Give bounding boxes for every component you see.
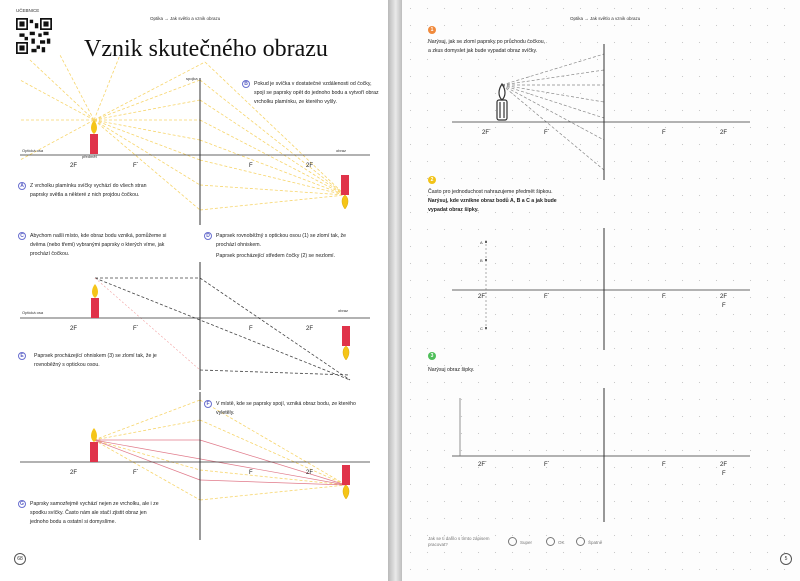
label-f1-3: F´ bbox=[133, 470, 139, 476]
lens-label-1: spojka bbox=[186, 76, 198, 81]
left-page bbox=[0, 0, 388, 581]
image-label-2: obraz bbox=[338, 308, 349, 313]
badge-g: G bbox=[18, 500, 26, 508]
ex2-label-fr2: F bbox=[722, 303, 726, 309]
feedback-opt3: Špatně bbox=[588, 540, 603, 545]
label-f-2: F bbox=[249, 326, 253, 332]
running-header: Optika → Jak světlo a vznik obrazu bbox=[150, 16, 221, 21]
text-block-c: Abychom našli místo, kde obraz bodu vzniká, pomůžeme si dvěma (nebo třemi) vybranými paprsky o kterých víme, jak prochází čočkou. bbox=[30, 233, 167, 257]
bullet-2: Paprsek procházející středem čočky (2) se nezlomí. bbox=[216, 252, 336, 259]
ex1-label-f1: F´ bbox=[544, 130, 550, 136]
corner-label: UČEBNICE bbox=[16, 8, 40, 13]
label-f1-2: F´ bbox=[133, 326, 139, 332]
book-gutter bbox=[388, 0, 402, 581]
badge-e: E bbox=[18, 352, 26, 360]
page-number-left: 68 bbox=[14, 553, 26, 565]
badge-b: B bbox=[242, 80, 250, 88]
ex3-label-f: F bbox=[662, 462, 666, 468]
badge-task-1: 1 bbox=[428, 26, 436, 34]
badge-a: A bbox=[18, 182, 26, 190]
ex1-label-f: F bbox=[662, 130, 666, 136]
label-f-1: F bbox=[249, 163, 253, 169]
badge-f: F bbox=[204, 400, 212, 408]
label-2f-2: 2F bbox=[70, 326, 78, 332]
object-label-1: předmět bbox=[82, 154, 97, 159]
page-number-right: 5 bbox=[780, 553, 792, 565]
running-header-right: Optika → Jak světlo a vznik obrazu bbox=[570, 16, 641, 21]
text-block-d bbox=[216, 232, 356, 260]
point-b: B bbox=[480, 258, 483, 263]
ex3-label-f1: F´ bbox=[544, 462, 550, 468]
badge-d: D bbox=[204, 232, 212, 240]
point-a: A bbox=[480, 240, 483, 245]
feedback-question: Jak se ti dařilo s tímto zápisem pracovat? bbox=[428, 536, 490, 547]
smiley-sad-icon[interactable] bbox=[576, 537, 585, 546]
task-2-bold: Narýsuj, kde vznikne obraz bodů A, B a C a jak bude vypadat obraz šipky. bbox=[428, 197, 557, 213]
label-2f-1: 2F bbox=[70, 163, 78, 169]
label-f-3: F bbox=[249, 470, 253, 476]
feedback-opt2: OK bbox=[558, 540, 565, 545]
axis-name-2: Optická osa bbox=[22, 310, 44, 315]
label-2f-right-3: 2F bbox=[306, 470, 314, 476]
feedback-opt1: Super bbox=[520, 540, 533, 545]
ex3-label-2f: 2F´ bbox=[478, 462, 487, 468]
axis-name-1: Optická osa bbox=[22, 148, 44, 153]
label-2f-right-2: 2F bbox=[306, 326, 314, 332]
smiley-neutral-icon[interactable] bbox=[546, 537, 555, 546]
label-2f-right-1: 2F bbox=[306, 163, 314, 169]
candle-outline-icon bbox=[497, 84, 507, 120]
smiley-happy-icon[interactable] bbox=[508, 537, 517, 546]
task-1-text: Narýsuj, jak se zlomí paprsky po průchodu čočkou, a zkus domyslet jak bude vypadat obraz svíčky. bbox=[428, 39, 546, 54]
exercise-1 bbox=[452, 44, 750, 180]
point-c: C bbox=[480, 326, 483, 331]
text-block-e: Paprsek procházející ohniskem (3) se zlomí tak, že je rovnoběžný s optickou osou. bbox=[34, 353, 157, 368]
label-f1-1: F´ bbox=[133, 163, 139, 169]
exercise-3 bbox=[452, 388, 750, 522]
text-block-b: Pokud je svíčka v dostatečné vzdálenosti od čočky, spojí se paprsky opět do jednoho bodu a vytvoří obraz vrcholku plamínku, ze kterého vyšly. bbox=[254, 81, 379, 105]
text-block-f: V místě, kde se paprsky spojí, vzniká obraz bodu, ze kterého vyletěly. bbox=[216, 401, 356, 416]
ex2-label-2fr: 2F bbox=[720, 294, 728, 300]
ex1-label-2fr: 2F bbox=[720, 130, 728, 136]
task-2-plain: Často pro jednoduchost nahrazujeme předmět šipkou. bbox=[428, 189, 553, 195]
exercise-2 bbox=[452, 228, 750, 350]
page-title: Vznik skutečného obrazu bbox=[84, 36, 328, 62]
ex3-label-2fr: 2F bbox=[720, 462, 728, 468]
badge-task-3: 3 bbox=[428, 352, 436, 360]
task-3-text: Narýsuj obraz šipky. bbox=[428, 367, 475, 373]
ex2-label-2f: 2F´ bbox=[478, 294, 487, 300]
right-page bbox=[402, 0, 800, 581]
ex3-label-fr2: F bbox=[722, 471, 726, 477]
image-label-1: obraz bbox=[336, 148, 347, 153]
ex2-label-f: F bbox=[662, 294, 666, 300]
exercise-diagrams bbox=[402, 0, 800, 581]
ex2-label-f1: F´ bbox=[544, 294, 550, 300]
ex1-label-2f: 2F´ bbox=[482, 130, 491, 136]
label-2f-3: 2F bbox=[70, 470, 78, 476]
text-block-a: Z vrcholku plamínku svíčky vychází do všech stran paprsky světla a některé z nich projdou čočkou. bbox=[30, 183, 147, 198]
bullet-1: Paprsek rovnoběžný s optickou osou (1) se zlomí tak, že prochází ohniskem. bbox=[216, 233, 347, 248]
badge-c: C bbox=[18, 232, 26, 240]
badge-task-2: 2 bbox=[428, 176, 436, 184]
text-block-g: Paprsky samozřejmě vychází nejen ze vrcholku, ale i ze spodku svíčky. Často nám ale stačí zjistit obraz jen jednoho bodu a ostatní si domyslíme. bbox=[30, 501, 159, 525]
